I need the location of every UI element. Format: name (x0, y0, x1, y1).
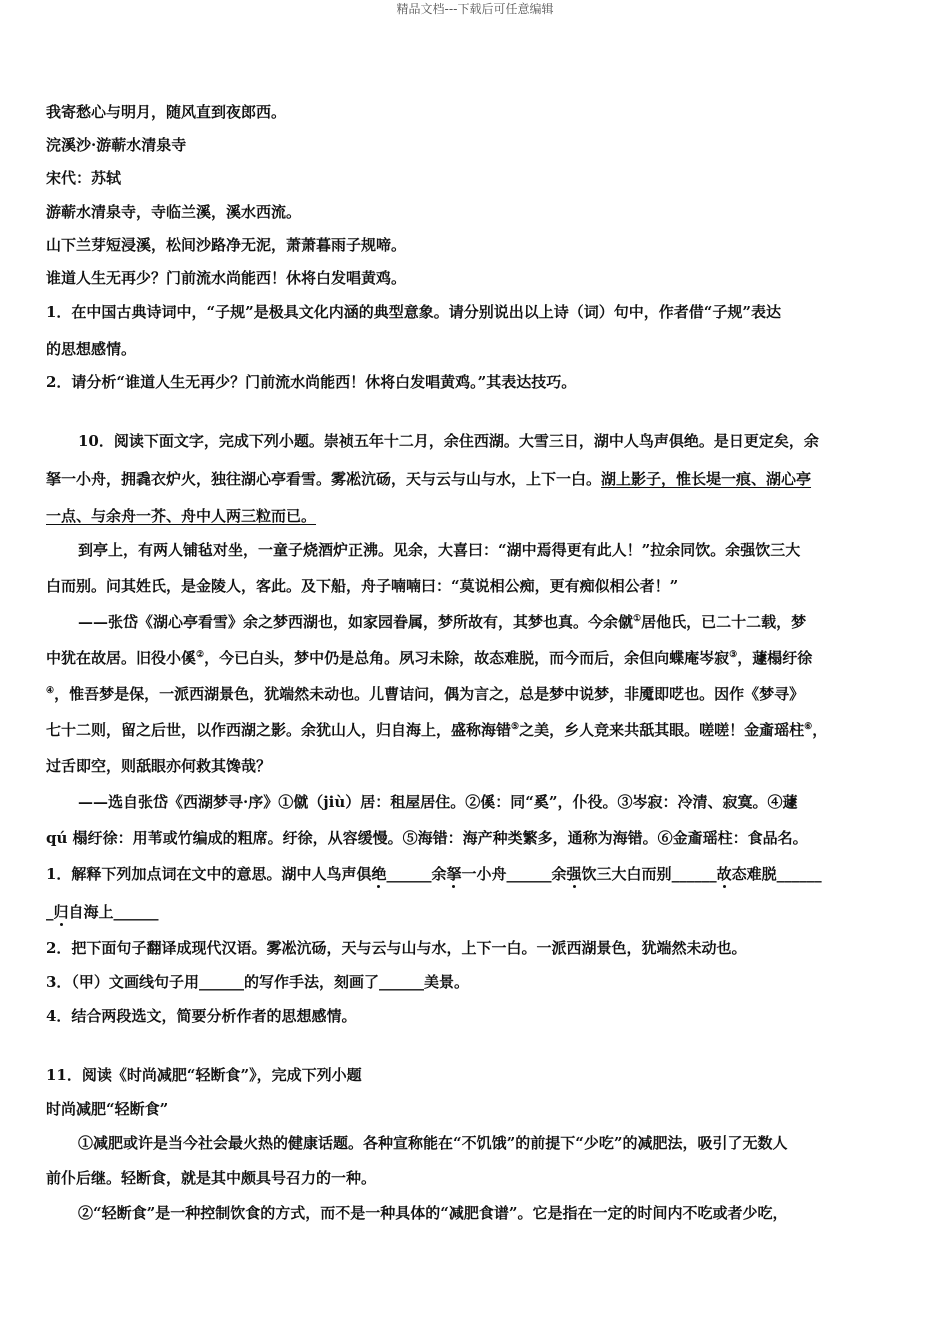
question-text: 3．（甲）文画线句子用______的写作手法，刻画了______美景。 (46, 973, 469, 991)
poem-author: 宋代：苏轼 (46, 169, 122, 187)
footnote-mark: ⑥ (804, 722, 813, 732)
question-text: 2．请分析“谁道人生无再少？门前流水尚能西！休将白发唱黄鸡。”其表达技巧。 (46, 373, 577, 391)
passage-text: ——张岱《湖心亭看雪》余之梦西湖也，如家园眷属，梦所故有，其梦也真。今余僦①居他氏，已二十二载，梦 (78, 613, 807, 631)
underlined-sentence: 湖上影子，惟长堤一痕、湖心亭 (601, 470, 812, 488)
annotation-text: qú 榻纡徐：用苇或竹编成的粗席。纡徐，从容缓慢。⑤海错：海产种类繁多，通称为海错。⑥金齑瑶柱：食品名。 (46, 829, 808, 847)
poem-title: 浣溪沙·游蕲水清泉寺 (46, 136, 187, 154)
passage-text: 白而别。问其姓氏，是金陵人，客此。及下船，舟子喃喃曰：“莫说相公痴，更有痴似相公者！” (46, 577, 679, 595)
footnote-mark: ③ (729, 650, 738, 660)
section-title: 11．阅读《时尚减肥“轻断食”》，完成下列小题 (46, 1066, 362, 1084)
dotted-word: 强 (566, 865, 582, 883)
dotted-word: 拏 (446, 865, 462, 883)
passage-text: ④，惟吾梦是保，一派西湖景色，犹端然未动也。儿曹诘问，偶为言之，总是梦中说梦，非魇即呓也。因作《梦寻》 (46, 685, 805, 703)
question-text: 4．结合两段选文，简要分析作者的思想感情。 (46, 1007, 357, 1025)
answer-blank: ______ (671, 865, 717, 883)
footnote-mark: ⑤ (511, 722, 520, 732)
passage-text: 七十二则，留之后世，以作西湖之影。余犹山人，归自海上，盛称海错⑤之美，乡人竞来共舐其眼。嗟嗟！金齑瑶柱⑥， (46, 721, 828, 739)
question-text: 1．在中国古典诗词中，“子规”是极具文化内涵的典型意象。请分别说出以上诗（词）句中，作者借“子规”表达 (46, 303, 781, 321)
footnote-mark: ② (196, 650, 205, 660)
passage-text (46, 506, 316, 526)
poem-line: 山下兰芽短浸溪，松间沙路净无泥，萧萧暮雨子规啼。 (46, 236, 407, 254)
question-text: 1．解释下列加点词在文中的意思。湖中人鸟声俱绝______余拏一小舟______余强饮三大白而别______故态难脱______ (46, 865, 822, 883)
answer-blank: ______ (386, 865, 432, 883)
dotted-word: 绝 (371, 865, 387, 883)
passage-text: ②“轻断食”是一种控制饮食的方式，而不是一种具体的“减肥食谱”。它是指在一定的时间内不吃或者少吃， (78, 1204, 788, 1222)
poem-preface: 游蕲水清泉寺，寺临兰溪，溪水西流。 (46, 203, 302, 221)
answer-blank: ______ (113, 903, 159, 921)
annotation-text: ——选自张岱《西湖梦寻·序》①僦（jiù）居：租屋居住。②傒：同“奚”，仆役。③岑寂：冷清、寂寞。④蘧 (78, 793, 798, 811)
answer-blank: ______ (378, 973, 424, 991)
answer-blank: ______ (776, 865, 822, 883)
passage-text: 拏一小舟，拥毳衣炉火，独往湖心亭看雪。雾凇沆砀，天与云与山与水，上下一白。湖上影子，惟长堤一痕、湖心亭 (46, 470, 812, 488)
passage-text: 中犹在故居。旧役小傒②，今已白头，梦中仍是总角。夙习未除，故态难脱，而今而后，余但向蝶庵岑寂③，蘧榻纡徐 (46, 649, 813, 667)
answer-blank: ______ (198, 973, 244, 991)
poem-line: 谁道人生无再少？门前流水尚能西！休将白发唱黄鸡。 (46, 269, 407, 287)
passage-text: ①减肥或许是当今社会最火热的健康话题。各种宣称能在“不饥饿”的前提下“少吃”的减肥法，吸引了无数人 (78, 1134, 788, 1152)
question-text: 2．把下面句子翻译成现代汉语。雾凇沆砀，天与云与山与水，上下一白。一派西湖景色，犹端然未动也。 (46, 939, 747, 957)
question-text: 的思想感情。 (46, 340, 137, 358)
question-text: _归自海上______ (46, 903, 159, 921)
dotted-word: 故 (716, 865, 732, 883)
page-header: 精品文档---下载后可任意编辑 (396, 2, 554, 16)
footnote-mark: ① (633, 614, 642, 624)
article-title: 时尚减肥“轻断食” (46, 1100, 169, 1118)
underlined-sentence: 一点、与余舟一芥、舟中人两三粒而已。 (46, 507, 317, 525)
passage-text: 10．阅读下面文字，完成下列小题。崇祯五年十二月，余住西湖。大雪三日，湖中人鸟声俱绝。是日更定矣，余 (78, 432, 819, 450)
answer-blank: ______ (506, 865, 552, 883)
passage-text: 到亭上，有两人铺毡对坐，一童子烧酒炉正沸。见余，大喜曰：“湖中焉得更有此人！”拉余同饮。余强饮三大 (78, 541, 801, 559)
poem-line: 我寄愁心与明月，随风直到夜郎西。 (46, 103, 287, 121)
dotted-word: 归 (53, 903, 69, 921)
footnote-mark: ④ (46, 686, 55, 696)
passage-text: 前仆后继。轻断食，就是其中颇具号召力的一种。 (46, 1169, 377, 1187)
passage-text: 过舌即空，则舐眼亦何救其馋哉？ (46, 757, 272, 775)
